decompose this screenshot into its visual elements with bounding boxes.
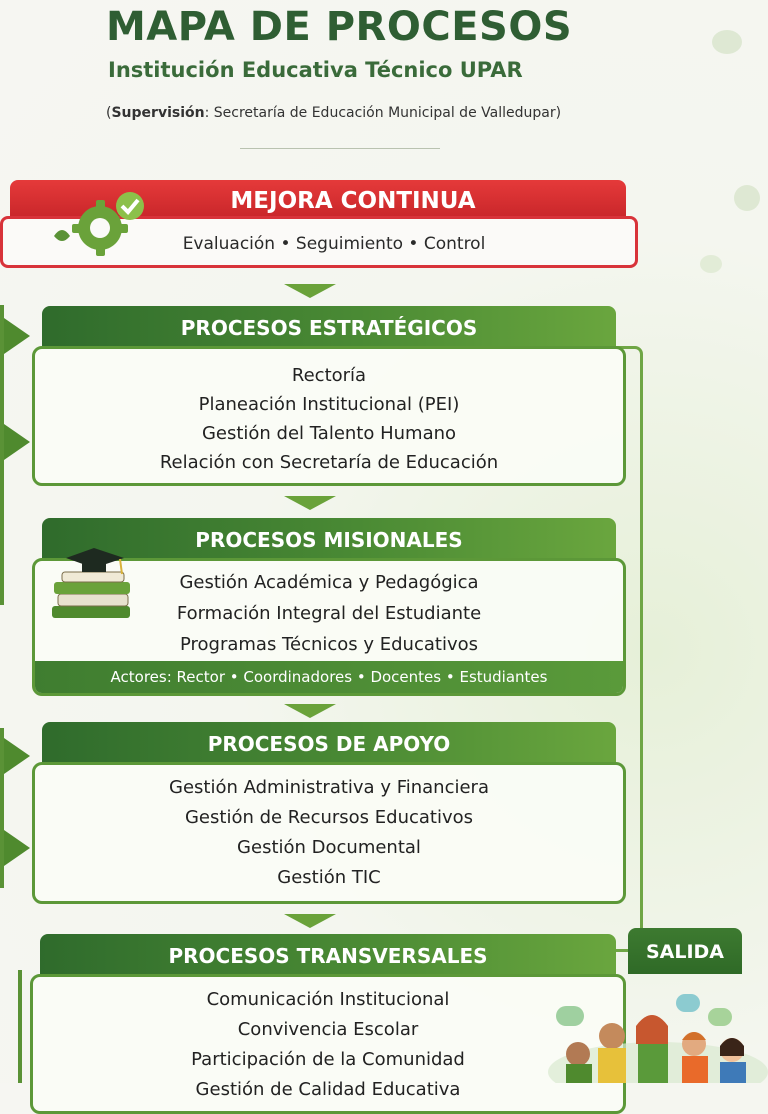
process-item: Comunicación Institucional bbox=[206, 989, 450, 1010]
page-subtitle: Institución Educativa Técnico UPAR bbox=[108, 58, 523, 82]
decor-bubble bbox=[700, 255, 722, 273]
process-item: Gestión Académica y Pedagógica bbox=[179, 572, 479, 593]
flow-arrow-down bbox=[284, 284, 336, 298]
process-item: Gestión de Recursos Educativos bbox=[184, 807, 474, 828]
process-item: Gestión de Calidad Educativa bbox=[195, 1079, 461, 1100]
left-flow-arrow bbox=[4, 830, 30, 866]
process-item: Rectoría bbox=[291, 365, 367, 386]
process-item: Formación Integral del Estudiante bbox=[176, 603, 482, 624]
actors-bar: Actores: Rector • Coordinadores • Docentes • Estudiantes bbox=[35, 661, 623, 693]
estrategicos-body bbox=[32, 346, 626, 486]
flow-arrow-down bbox=[284, 496, 336, 510]
process-item: Convivencia Escolar bbox=[237, 1019, 419, 1040]
process-item: Gestión TIC bbox=[277, 867, 381, 888]
students-illustration bbox=[548, 992, 768, 1083]
supervision-text: : Secretaría de Educación Municipal de Valledupar) bbox=[204, 105, 562, 121]
header-divider bbox=[240, 148, 440, 149]
process-item: Participación de la Comunidad bbox=[191, 1049, 465, 1070]
left-flow-line bbox=[18, 970, 22, 1083]
estrategicos-header: PROCESOS ESTRATÉGICOS bbox=[42, 306, 616, 348]
left-flow-arrow bbox=[4, 318, 30, 354]
flow-arrow-down bbox=[284, 704, 336, 718]
apoyo-body bbox=[32, 762, 626, 904]
supervision-note: (Supervisión: Secretaría de Educación Municipal de Valledupar) bbox=[106, 105, 562, 121]
process-item: Relación con Secretaría de Educación bbox=[159, 452, 499, 473]
mejora-continua-header: MEJORA CONTINUA bbox=[10, 180, 626, 218]
misionales-header: PROCESOS MISIONALES bbox=[42, 518, 616, 560]
process-item: Planeación Institucional (PEI) bbox=[198, 394, 460, 415]
decor-bubble bbox=[734, 185, 760, 211]
transversales-body bbox=[30, 974, 626, 1114]
supervision-label: Supervisión bbox=[111, 105, 205, 121]
left-flow-arrow bbox=[4, 424, 30, 460]
gear-check-icon bbox=[48, 190, 152, 262]
decor-bubble bbox=[712, 30, 742, 54]
graduation-books-icon bbox=[46, 548, 138, 630]
process-item: Programas Técnicos y Educativos bbox=[179, 634, 478, 655]
process-item: Gestión del Talento Humano bbox=[201, 423, 457, 444]
salida-label: SALIDA bbox=[628, 928, 742, 974]
process-item: Gestión Administrativa y Financiera bbox=[169, 777, 489, 798]
process-item: Gestión Documental bbox=[237, 837, 421, 858]
left-flow-arrow bbox=[4, 738, 30, 774]
flow-arrow-down bbox=[284, 914, 336, 928]
mejora-continua-body: Evaluación • Seguimiento • Control bbox=[0, 216, 638, 268]
transversales-header: PROCESOS TRANSVERSALES bbox=[40, 934, 616, 976]
page-title: MAPA DE PROCESOS bbox=[106, 4, 573, 50]
apoyo-header: PROCESOS DE APOYO bbox=[42, 722, 616, 764]
